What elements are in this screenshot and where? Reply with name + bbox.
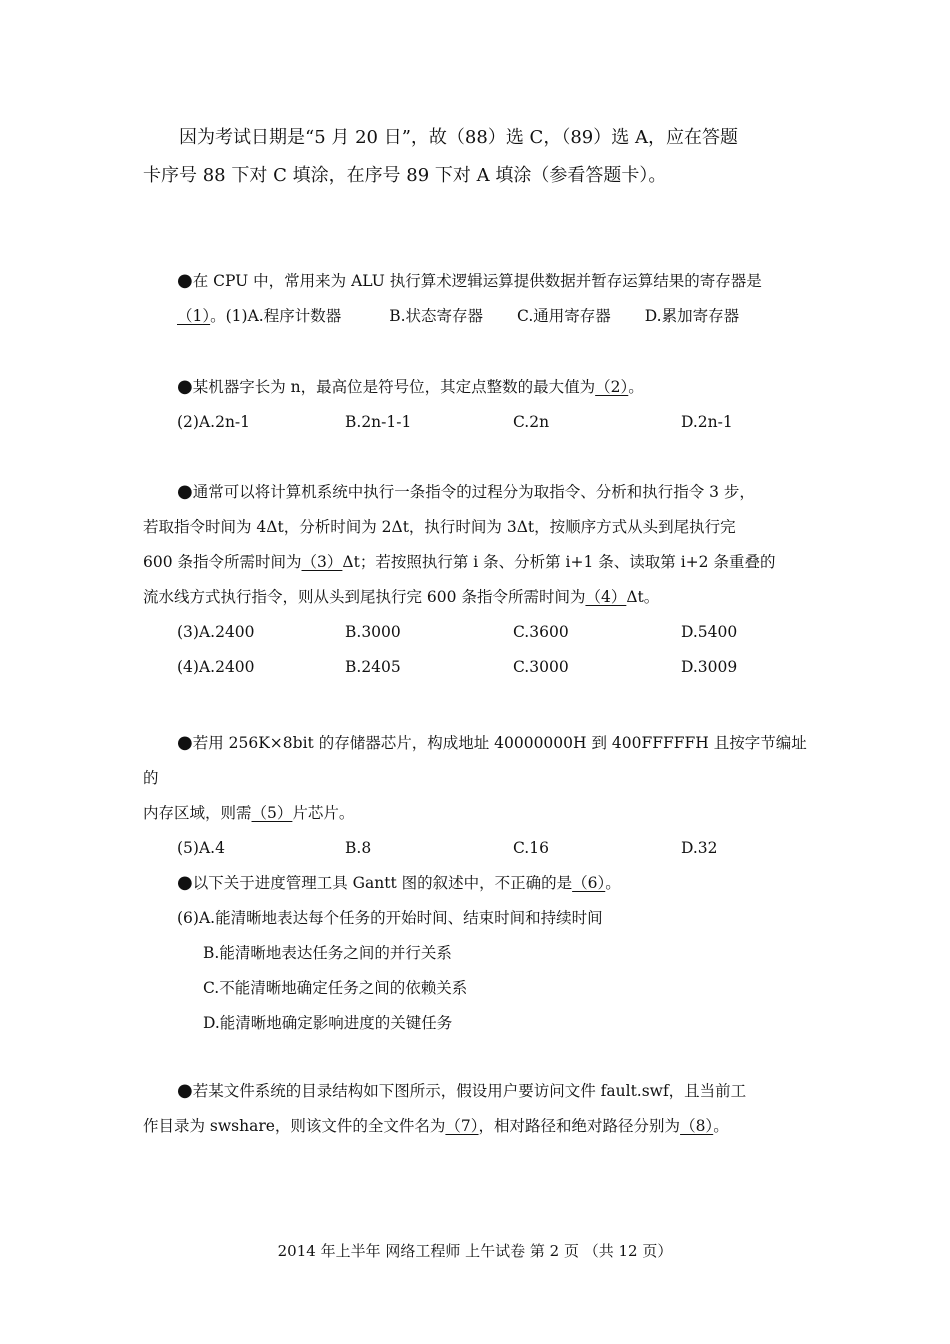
question-2 [143,369,813,440]
option-3b: B.3000 [345,623,401,641]
question-3-text-4b: Δt。 [626,588,660,606]
bullet-icon: ● [177,481,193,502]
blank-6: （6） [572,874,606,892]
option-6d: D.能清晰地确定影响进度的关键任务 [203,1014,453,1032]
option-5d: D.32 [681,839,718,857]
question-3-options [177,615,813,650]
bullet-icon: ● [177,872,193,893]
question-2-options [177,405,813,440]
option-6c: C.不能清晰地确定任务之间的依赖关系 [203,979,468,997]
question-3-text-1: 通常可以将计算机系统中执行一条指令的过程分为取指令、分析和执行指令 3 步， [192,483,755,501]
question-7-8 [143,1073,813,1144]
question-1-text: 在 CPU 中，常用来为 ALU 执行算术逻辑运算提供数据并暂存运算结果的寄存器是 [192,272,762,290]
bullet-icon: ● [177,270,193,291]
question-3-line-3 [143,545,813,580]
option-3c: C.3600 [513,623,569,641]
option-6b: B.能清晰地表达任务之间的并行关系 [203,944,452,962]
blank-7: （7） [445,1117,479,1135]
option-2c: C.2n [513,413,550,431]
question-3-4 [143,474,813,685]
option-2d: D.2n-1 [681,413,733,431]
question-6-stem [143,865,813,901]
question-3-line-4 [143,580,813,615]
option-6a: (6)A.能清晰地表达每个任务的开始时间、结束时间和持续时间 [177,909,603,927]
option-4a: (4)A.2400 [177,658,255,676]
option-2a: (2)A.2n-1 [177,413,251,431]
intro-paragraph [143,119,813,195]
question-5-text-2b: 片芯片。 [292,804,355,822]
question-3-text-3b: Δt；若按照执行第 i 条、分析第 i+1 条、读取第 i+2 条重叠的 [342,553,776,571]
question-6 [143,865,813,1041]
blank-2: （2） [595,378,629,396]
option-3d: D.5400 [681,623,738,641]
page-footer: 2014 年上半年 网络工程师 上午试卷 第 2 页 （共 12 页） [277,1242,673,1260]
intro-line-2: 卡序号 88 下对 C 填涂，在序号 89 下对 A 填涂（参看答题卡）。 [143,165,667,186]
question-5-text-2a: 内存区域，则需 [143,804,252,822]
bullet-icon: ● [177,376,193,397]
option-1a: 。(1)A.程序计数器 [210,307,342,325]
question-2-end: 。 [628,378,644,396]
question-6-text: 以下关于进度管理工具 Gantt 图的叙述中，不正确的是 [192,874,573,892]
question-3-line-2: 若取指令时间为 4Δt，分析时间为 2Δt，执行时间为 3Δt，按顺序方式从头到尾执行完 [143,518,736,536]
question-2-text: 某机器字长为 n，最高位是符号位，其定点整数的最大值为 [192,378,596,396]
question-7-line-2 [143,1109,813,1144]
question-7-text-2c: 。 [713,1117,729,1135]
blank-4: （4） [585,588,627,606]
option-5c: C.16 [513,839,549,857]
bullet-icon: ● [177,732,193,753]
option-4d: D.3009 [681,658,738,676]
question-7-text-2b: ，相对路径和绝对路径分别为 [478,1117,681,1135]
question-5-text-1: 若用 256K×8bit 的存储器芯片，构成地址 40000000H 到 400FFFFFH 且按字节编址的 [143,734,807,787]
option-4c: C.3000 [513,658,569,676]
option-5b: B.8 [345,839,372,857]
option-1b: B.状态寄存器 [389,307,484,325]
question-7-text-2a: 作目录为 swshare，则该文件的全文件名为 [143,1117,446,1135]
option-4b: B.2405 [345,658,401,676]
blank-8: （8） [680,1117,714,1135]
question-5 [143,725,813,866]
option-5a: (5)A.4 [177,839,225,857]
question-5-line-1 [143,725,813,796]
question-3-text-4a: 流水线方式执行指令，则从头到尾执行完 600 条指令所需时间为 [143,588,586,606]
option-1d: D.累加寄存器 [644,307,740,325]
question-1-options [143,299,813,334]
option-1c: C.通用寄存器 [517,307,611,325]
intro-line-1: 因为考试日期是“5 月 20 日”，故（88）选 C，（89）选 A，应在答题 [179,127,738,148]
option-3a: (3)A.2400 [177,623,255,641]
question-5-line-2 [143,796,813,831]
bullet-icon: ● [177,1080,193,1101]
question-4-options [177,650,813,685]
question-3-text-3a: 600 条指令所需时间为 [143,553,302,571]
question-5-options [177,831,813,866]
blank-5: （5） [251,804,293,822]
question-2-stem [143,369,813,405]
blank-3: （3） [301,553,343,571]
question-1 [143,263,813,334]
question-7-line-1 [143,1073,813,1109]
blank-1: （1） [177,307,211,325]
question-1-stem [143,263,813,299]
option-2b: B.2n-1-1 [345,413,412,431]
question-3-line-1 [143,474,813,510]
question-7-text-1: 若某文件系统的目录结构如下图所示，假设用户要访问文件 fault.swf，且当前工 [192,1082,747,1100]
question-6-end: 。 [605,874,621,892]
